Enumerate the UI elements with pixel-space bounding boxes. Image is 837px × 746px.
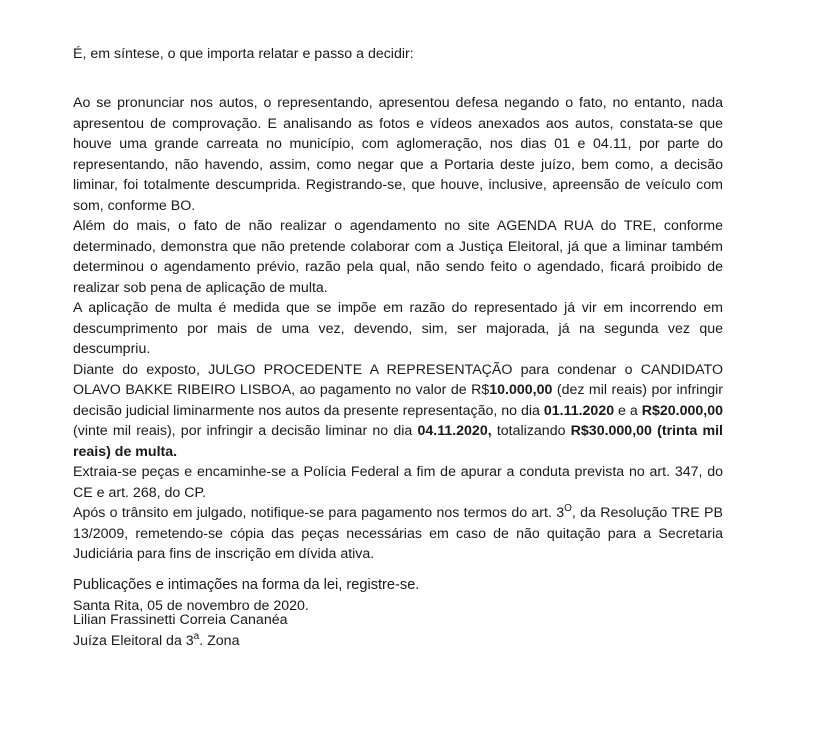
- ruling-text-2: (dez mil reais) por infringir decisão judicial liminarmente nos autos da presente representação, no dia: [73, 382, 723, 419]
- role-superscript: a: [193, 631, 200, 642]
- document-body: [73, 93, 723, 617]
- role-prefix: Juíza Eleitoral da 3: [73, 633, 194, 649]
- transit-text-2: , da Resolução TRE PB 13/2009, remetendo-se cópia das peças necessárias em caso de não quitação para a Secretaria Judiciária para fins de inscrição em dívida ativa.: [73, 505, 723, 562]
- ruling-date-1: 01.11.2020: [543, 402, 615, 419]
- paragraph-police: Extraia-se peças e encaminhe-se a Polícia Federal a fim de apurar a conduta prevista no art. 347, do CE e art. 268, do CP.: [73, 464, 723, 501]
- ruling-date-2: 04.11.2020,: [417, 423, 492, 439]
- paragraph-fine: A aplicação de multa é medida que se impõe em razão do representado já vir em incorrendo em descumprimento por mais de uma vez, devendo, sim, ser majorada, já na segunda vez que descumpriu.: [73, 300, 723, 357]
- paragraph-defense: Ao se pronunciar nos autos, o representando, apresentou defesa negando o fato, no entanto, nada apresentou de comprovação. E analisando as fotos e vídeos anexados aos autos, constata-se que houve uma grande carreata no município, com aglomeração, nos dias 01 e 04.11, por parte do representando, não havendo, assim, como negar que a Portaria deste juízo, bem como, a decisão liminar, foi totalmente descumprida. Registrando-se, que houve, inclusive, apreensão de veículo com som, conforme BO.: [73, 95, 723, 214]
- signatory-name: Lilian Frassinetti Correia Cananéa: [73, 612, 288, 628]
- intro-line: É, em síntese, o que importa relatar e passo a decidir:: [73, 46, 414, 62]
- place-date: Santa Rita, 05 de novembro de 2020.: [73, 598, 309, 614]
- role-suffix: . Zona: [199, 633, 240, 649]
- ruling-text-5: totalizando: [491, 423, 571, 439]
- signature-block: [73, 610, 473, 652]
- transit-text-1: Após o trânsito em julgado, notifique-se para pagamento nos termos do art. 3: [73, 505, 565, 521]
- signatory-role: [73, 631, 473, 652]
- ruling-amount-1: 10.000,00: [489, 382, 553, 398]
- ruling-text-3: e a: [614, 402, 642, 419]
- paragraph-transit: [73, 503, 723, 565]
- transit-superscript: O: [564, 503, 572, 514]
- ruling-amount-2: R$20.000,00: [641, 402, 723, 419]
- paragraph-publications: Publicações e intimações na forma da lei, registre-se.: [73, 576, 420, 593]
- ruling-total: R$30.000,00 (trinta mil reais) de multa.: [73, 423, 724, 460]
- paragraph-scheduling: Além do mais, o fato de não realizar o agendamento no site AGENDA RUA do TRE, conforme determinado, demonstra que não pretende colaborar com a Justiça Eleitoral, já que a liminar também determinou o agendamento prévio, razão pela qual, não sendo feito o agendado, ficará proibido de realizar sob pena de aplicação de multa.: [73, 218, 723, 296]
- ruling-text-4: (vinte mil reais), por infringir a decisão liminar no dia: [73, 423, 418, 439]
- paragraph-ruling: [73, 360, 723, 463]
- ruling-text-1: Diante do exposto, JULGO PROCEDENTE A REPRESENTAÇÃO para condenar o CANDIDATO OLAVO BAKKE RIBEIRO LISBOA, ao pagamento no valor de R$: [73, 361, 723, 398]
